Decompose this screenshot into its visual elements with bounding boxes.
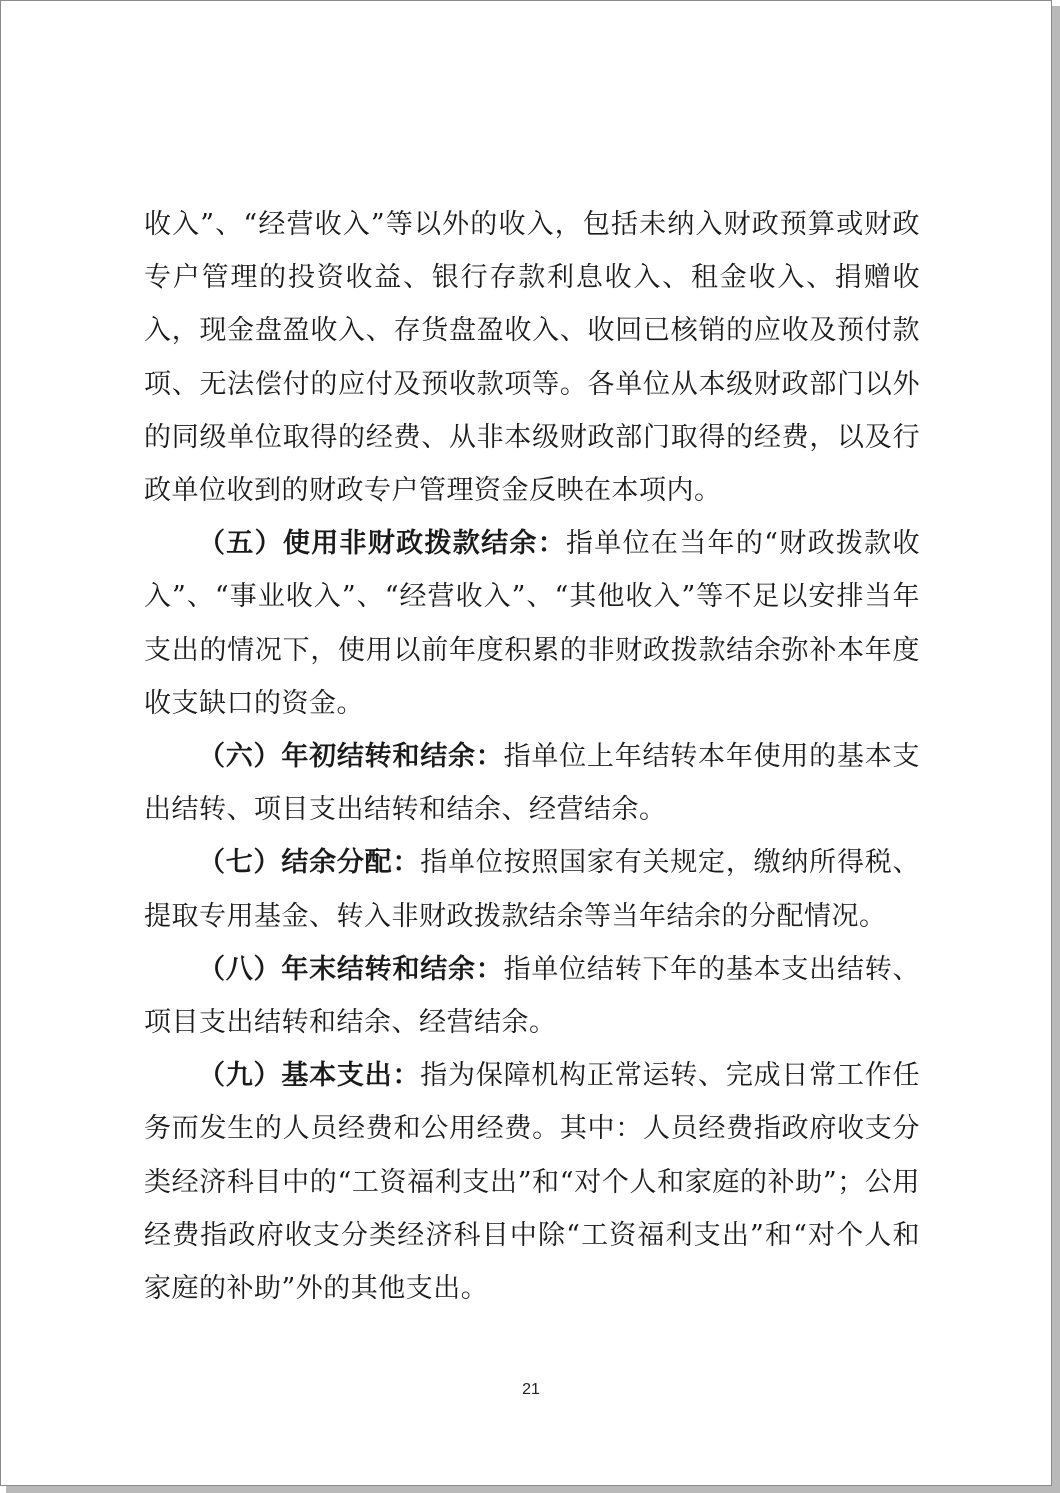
section-heading: （五）使用非财政拨款结余： bbox=[198, 528, 566, 560]
section-heading: （八）年末结转和结余： bbox=[198, 953, 504, 985]
paragraph-text: 指单位按照国家有关规定，缴纳所得税、提取专用基金、转入非财政拨款结余等当年结余的分配情况。 bbox=[144, 847, 921, 932]
paragraph-text: 指单位结转下年的基本支出结转、项目支出结转和结余、经营结余。 bbox=[144, 953, 921, 1039]
paragraph-text: 收入”、“经营收入”等以外的收入，包括未纳入财政预算或财政专户管理的投资收益、银行存款利息收入、租金收入、捐赠收入，现金盘盈收入、存货盘盈收入、收回已核销的应收及预付款项、无法偿付的应付及预收款项等。各单位从本级财政部门以外的同级单位取得的经费、从非本级财政部门取得的经费，以及行政单位收到的财政专户管理资金反映在本项内。 bbox=[144, 209, 920, 507]
body-text bbox=[144, 198, 920, 1315]
paragraph-section-9 bbox=[144, 1049, 920, 1315]
section-heading: （七）结余分配： bbox=[198, 847, 421, 879]
page-shadow-bottom bbox=[6, 1486, 1060, 1493]
paragraph-continuation bbox=[144, 198, 920, 517]
paragraph-section-5 bbox=[144, 517, 920, 730]
paragraph-section-7 bbox=[144, 836, 920, 942]
paragraph-section-6 bbox=[144, 730, 920, 836]
paragraph-section-8 bbox=[144, 943, 920, 1049]
paragraph-text: 指单位上年结转本年使用的基本支出结转、项目支出结转和结余、经营结余。 bbox=[144, 741, 921, 826]
section-heading: （六）年初结转和结余： bbox=[198, 741, 504, 773]
section-heading: （九）基本支出： bbox=[198, 1060, 421, 1092]
page-shadow-right bbox=[1052, 6, 1060, 1493]
paragraph-text: 指为保障机构正常运转、完成日常工作任务而发生的人员经费和公用经费。其中：人员经费指政府收支分类经济科目中的“工资福利支出”和“对个人和家庭的补助”；公用经费指政府收支分类经济科目中除“工资福利支出”和“对个人和家庭的补助”外的其他支出。 bbox=[144, 1060, 921, 1305]
page-number: 21 bbox=[522, 1381, 540, 1398]
paragraph-text: 指单位在当年的“财政拨款收入”、“事业收入”、“经营收入”、“其他收入”等不足以安排当年支出的情况下，使用以前年度积累的非财政拨款结余弥补本年度收支缺口的资金。 bbox=[144, 528, 920, 719]
